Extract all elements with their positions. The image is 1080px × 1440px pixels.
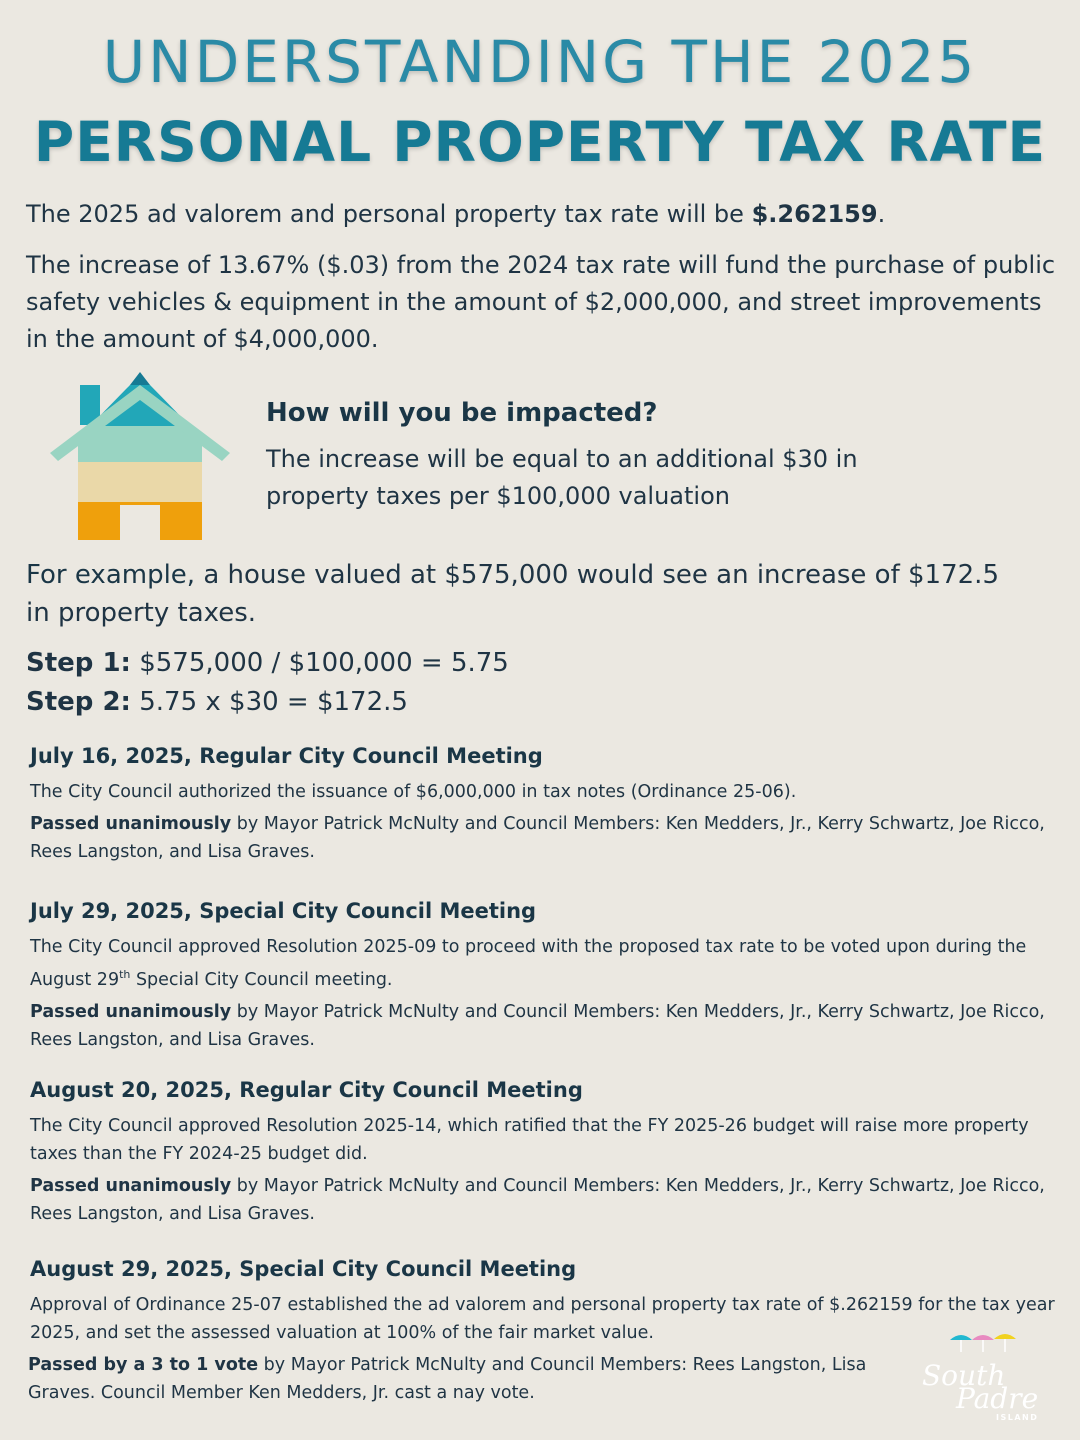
- meeting-title: July 16, 2025, Regular City Council Meeting: [30, 744, 543, 768]
- step-1-label: Step 1:: [26, 648, 131, 678]
- example-paragraph: [26, 556, 1026, 632]
- step-2-text: 5.75 x $30 = $172.5: [130, 687, 408, 717]
- impact-heading: How will you be impacted?: [266, 398, 658, 428]
- meeting-july-16: [30, 744, 1060, 866]
- meeting-description: The City Council approved Resolution 2025-09 to proceed with the proposed tax rate to be voted upon during the August 29th Special City Council meeting.: [30, 937, 1027, 990]
- step-2: [26, 687, 408, 717]
- meeting-vote: Passed unanimously by Mayor Patrick McNulty and Council Members: Ken Medders, Jr., Kerry Schwartz, Joe Ricco, Rees Langston, and Lisa Graves.: [30, 1001, 1045, 1050]
- increase-statement: The increase of 13.67% ($.03) from the 2024 tax rate will fund the purchase of public safety vehicles & equipment in the amount of $2,000,000, and street improvements in the amount of $4,000,000.: [26, 251, 1056, 353]
- step-2-label: Step 2:: [26, 687, 131, 717]
- meeting-description: The City Council approved Resolution 2025-14, which ratified that the FY 2025-26 budget will raise more property taxes than the FY 2024-25 budget did.: [30, 1116, 1029, 1164]
- south-padre-island-logo: [916, 1330, 1046, 1425]
- svg-text:South: South: [922, 1359, 1006, 1392]
- meeting-title: August 29, 2025, Special City Council Meeting: [30, 1257, 577, 1281]
- meeting-august-20: [30, 1078, 1060, 1228]
- svg-text:Padre: Padre: [956, 1382, 1039, 1415]
- meeting-title: August 20, 2025, Regular City Council Meeting: [30, 1078, 583, 1102]
- title-line-1: UNDERSTANDING THE 2025: [102, 28, 978, 96]
- example-text: a house valued at $575,000 would see an increase of $172.5 in property taxes.: [26, 560, 999, 628]
- house-icon: [50, 370, 230, 545]
- meeting-title: July 29, 2025, Special City Council Meeting: [30, 899, 537, 923]
- impact-text: The increase will be equal to an additional $30 in property taxes per $100,000 valuation: [266, 445, 858, 510]
- step-1-text: $575,000 / $100,000 = 5.75: [130, 648, 509, 678]
- tax-rate-statement: The 2025 ad valorem and personal property tax rate will be $.262159.: [26, 200, 886, 228]
- svg-text:ISLAND: ISLAND: [996, 1413, 1039, 1422]
- title-line-2: PERSONAL PROPERTY TAX RATE: [33, 110, 1047, 174]
- example-lead: For example,: [26, 560, 196, 590]
- meeting-vote: Passed by a 3 to 1 vote by Mayor Patrick McNulty and Council Members: Rees Langston, Lisa Graves. Council Member Ken Medders, Jr. cast a nay vote.: [28, 1355, 867, 1403]
- meeting-august-29: [30, 1257, 1060, 1407]
- tax-rate-value: $.262159: [751, 200, 878, 228]
- meeting-description: The City Council authorized the issuance of $6,000,000 in tax notes (Ordinance 25-06).: [30, 782, 797, 802]
- tax-rate-text: The 2025 ad valorem and personal property tax rate will be: [26, 200, 752, 228]
- meeting-description: Approval of Ordinance 25-07 established the ad valorem and personal property tax rate of $.262159 for the tax year 2025, and set the assessed valuation at 100% of the fair market value.: [30, 1295, 1055, 1343]
- step-1: [26, 648, 509, 678]
- meeting-vote: Passed unanimously by Mayor Patrick McNulty and Council Members: Ken Medders, Jr., Kerry Schwartz, Joe Ricco, Rees Langston, and Lisa Graves.: [30, 1176, 1045, 1224]
- meeting-vote: Passed unanimously by Mayor Patrick McNulty and Council Members: Ken Medders, Jr., Kerry Schwartz, Joe Ricco, Rees Langston, and Lisa Graves.: [30, 814, 1045, 862]
- meeting-july-29: [30, 899, 1060, 1054]
